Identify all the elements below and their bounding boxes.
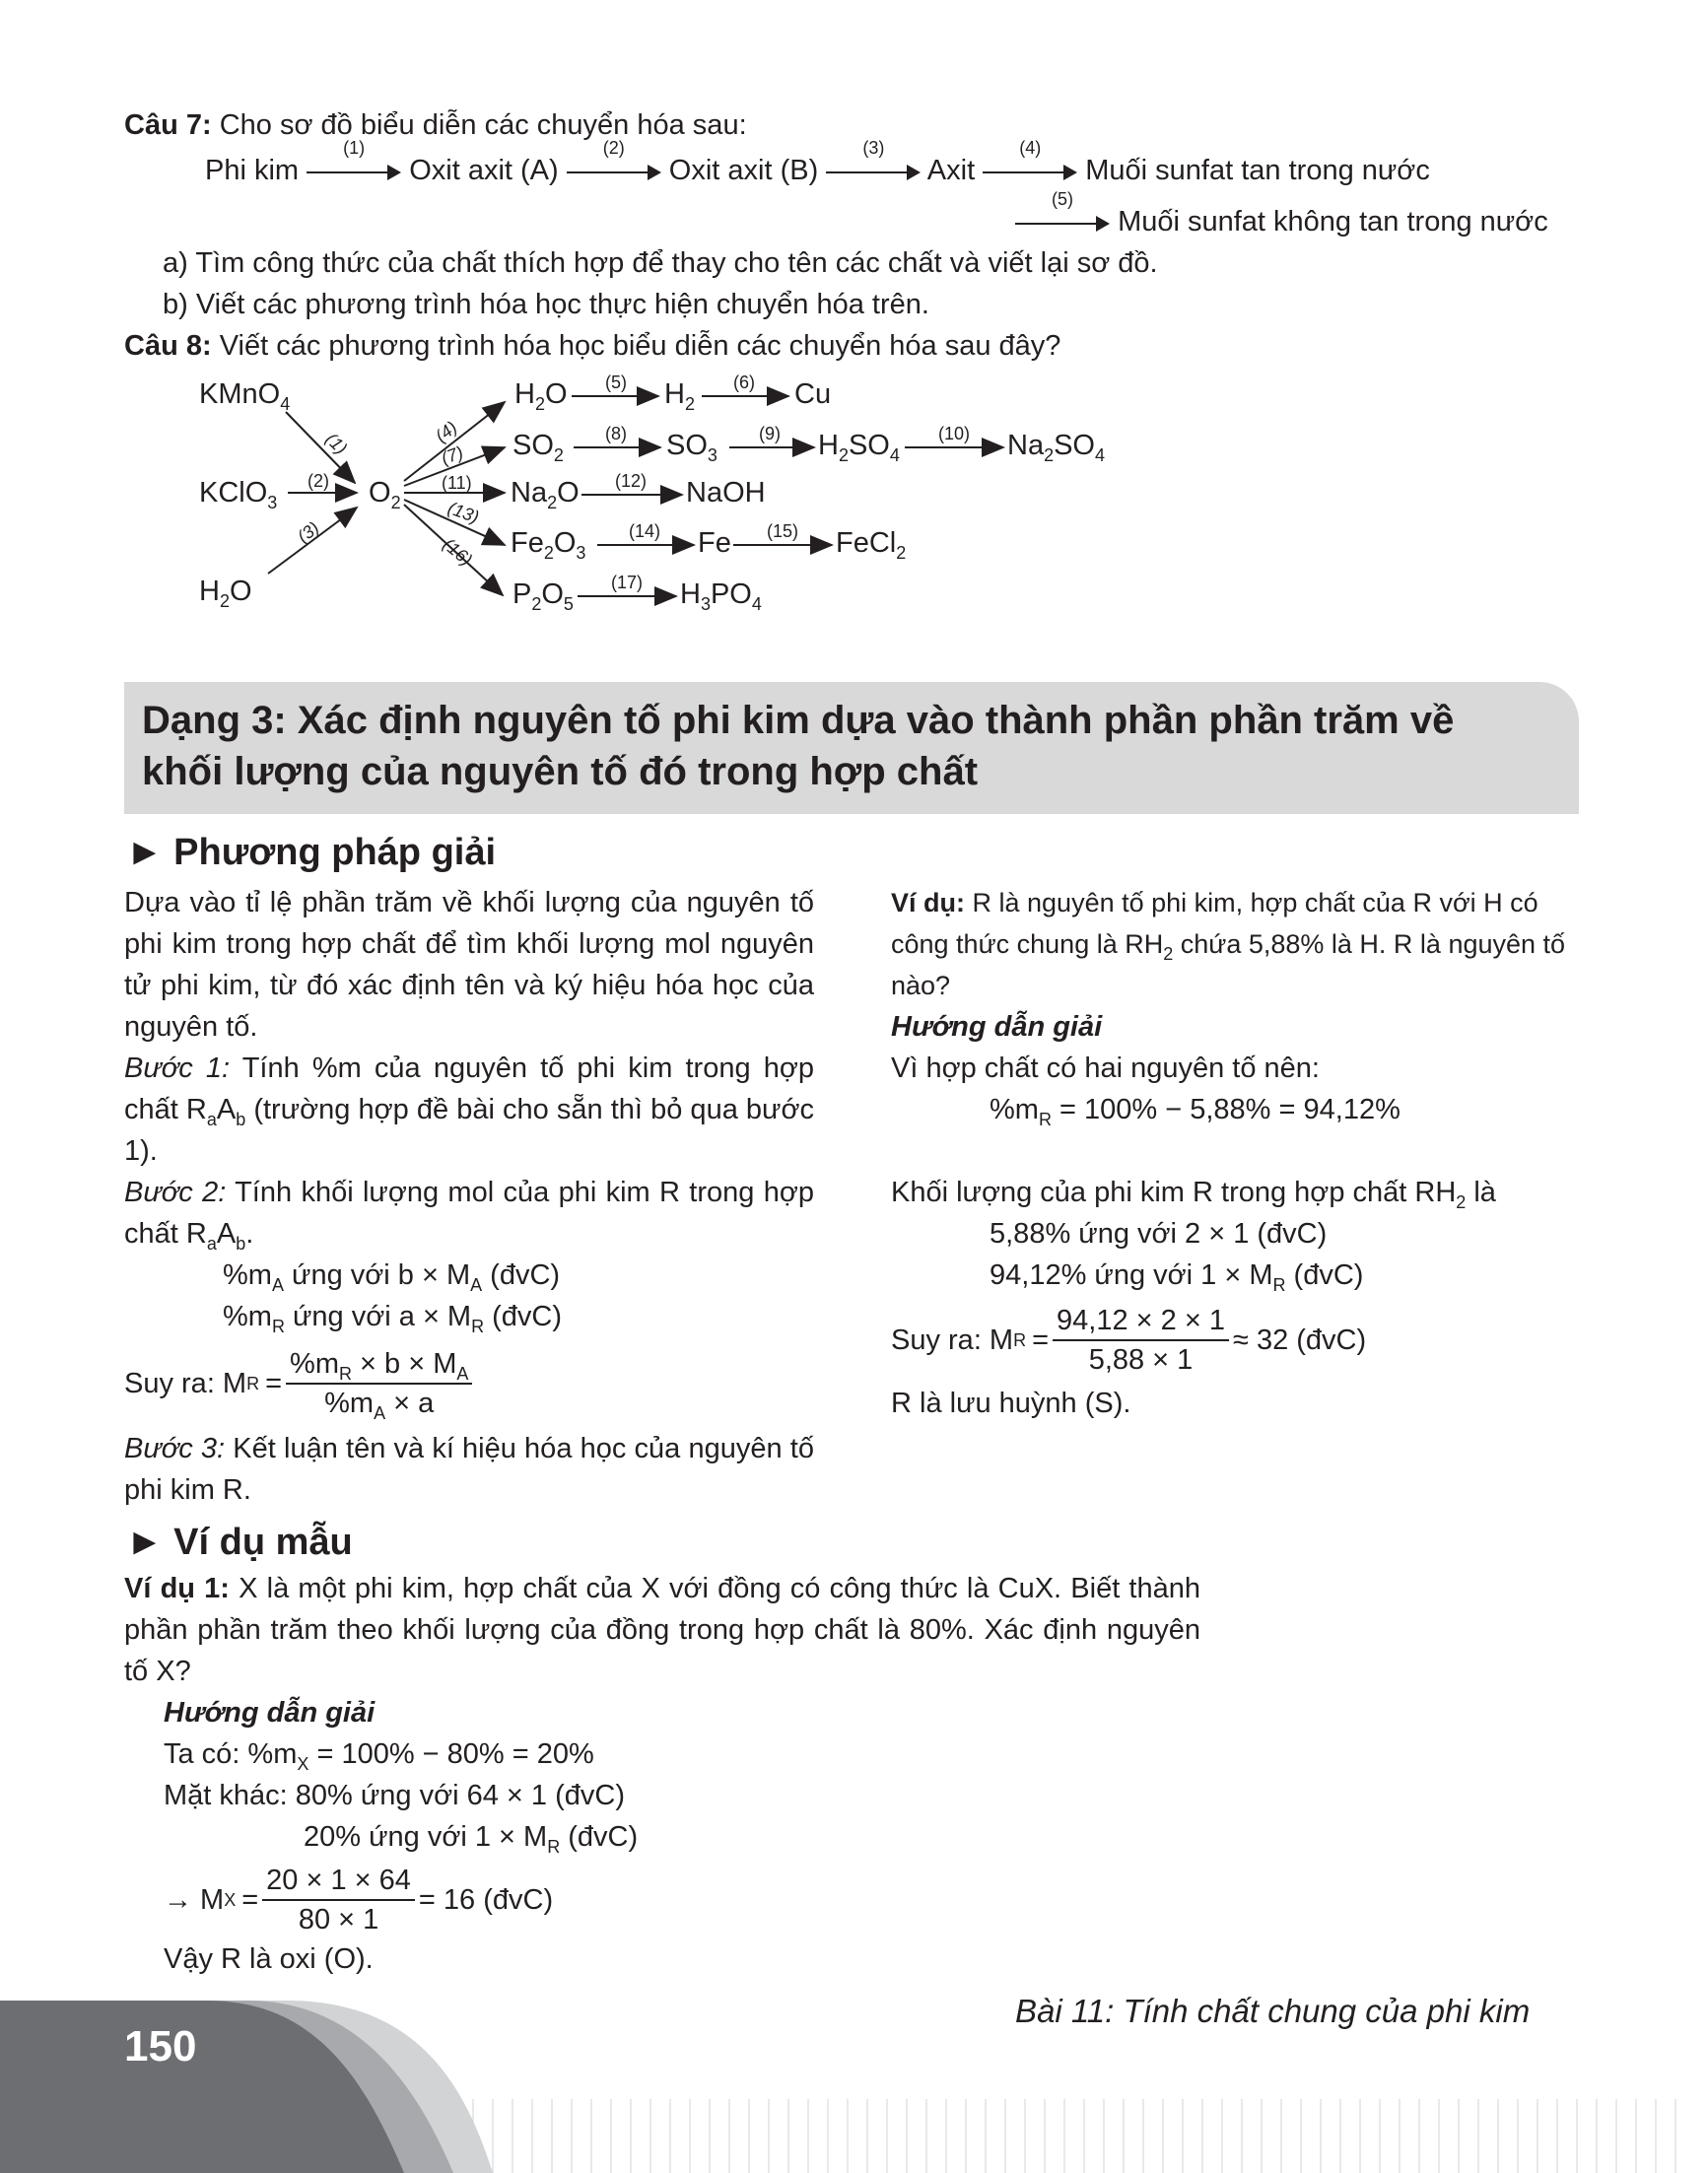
question-7-part-a: a) Tìm công thức của chất thích hợp để thay cho tên các chất và viết lại sơ đồ. [163,247,1158,279]
species-fecl2 [836,527,907,563]
formula-text: × a [385,1388,435,1419]
chain-arrow-label: (1) [343,138,366,159]
formula-text: = 100% − 5,88% = 94,12% [1051,1094,1401,1125]
step-label: Bước 3: [124,1433,226,1464]
formula-text: PO [710,578,752,610]
arrow-label-2: (2) [307,471,329,491]
formula-sub: R [547,1837,561,1857]
formula-text: Fe [511,527,544,559]
formula-text: O [541,578,564,610]
formula-sub: R [1038,1110,1052,1129]
formula-sub: A [456,1364,469,1384]
arrow-label-6: (6) [733,373,755,392]
species-so3 [666,430,717,465]
formula-sub: 2 [553,445,564,465]
chain-node-muoi-khong-tan: Muối sunfat không tan trong nước [1118,206,1548,238]
formula-text: H [199,576,220,607]
formula-sub: R [471,1317,485,1336]
page-number: 150 [124,2022,197,2071]
arrow-label-13: (13) [444,498,482,527]
arrow-label-12: (12) [615,471,648,491]
method-column [124,882,814,1511]
arrow-label-8: (8) [605,424,627,443]
fraction-denominator: 5,88 × 1 [1088,1344,1194,1376]
formula-text: Suy ra: M [124,1368,247,1399]
chain-arrow-label: (4) [1019,138,1042,159]
formula-text: Na [1007,430,1045,461]
arrow-label-15: (15) [767,521,799,541]
formula-sub: a [206,1234,217,1254]
formula-sub: b [236,1110,246,1129]
species-h2o [514,378,568,414]
example-text: chứa 5,88% là H. R là nguyên tố nào? [891,929,1566,1000]
step-label: Bước 1: [124,1053,231,1084]
formula-sub: 2 [1044,445,1055,465]
formula-sub: b [236,1234,246,1254]
sample-line-2: Mặt khác: 80% ứng với 64 × 1 (đvC) [164,1780,625,1811]
example-conclusion: R là lưu huỳnh (S). [891,1388,1131,1419]
question-7-label: Câu 7: [124,109,212,141]
formula-sub: 2 [838,445,849,465]
formula-sub: 4 [889,445,900,465]
species-h2o-left [199,576,252,611]
equals-sign: = [1032,1324,1050,1356]
chain-arrow-label: (3) [862,138,885,159]
sample-line-1 [164,1733,854,1775]
formula-sub: A [470,1275,483,1295]
formula-text: là [1466,1177,1496,1208]
formula-text: Na [511,477,548,509]
formula-text: %m [324,1388,375,1419]
formula-text: Ta có: %m [164,1738,298,1770]
formula-text: FeCl [836,527,897,559]
species-fe2o3 [511,527,586,563]
formula-sub: A [271,1275,284,1295]
formula-sub: 2 [547,493,558,512]
formula-sub: 2 [1456,1192,1467,1212]
species-h2 [664,378,695,414]
formula-text: 20% ứng với 1 × M [304,1821,548,1853]
example-line-5 [891,1255,1571,1296]
formula-sub: 2 [531,594,542,614]
formula-text: Suy ra: M [891,1324,1014,1356]
example-column [891,882,1571,1424]
fraction-denominator [320,1385,438,1422]
formula-text: Khối lượng của phi kim R trong hợp chất RH [891,1177,1457,1208]
section-banner [124,682,1579,814]
step-text: Tính %m của nguyên tố phi kim trong hợp chất R [124,1053,814,1125]
step-text: . [245,1218,254,1250]
sample-statement [124,1568,1200,1692]
formula-text: %m [223,1301,272,1332]
fraction-numerator [286,1345,472,1385]
formula-text: O [557,477,580,509]
example-line-2 [891,1089,1571,1130]
formula-sub: 2 [896,543,907,563]
sample-solution [164,1692,854,1980]
arrow-label-10: (10) [938,424,971,443]
arrow-label-9: (9) [759,424,781,443]
formula-text: H [680,578,701,610]
formula-text: = 16 (đvC) [418,1884,554,1916]
formula-text: A [216,1218,237,1250]
example-line-1: Vì hợp chất có hai nguyên tố nên: [891,1053,1320,1084]
formula-sub: R [338,1364,352,1384]
method-intro: Dựa vào tỉ lệ phần trăm về khối lượng của nguyên tố phi kim trong hợp chất để tìm khối lượng mol nguyên tử phi kim, từ đó xác định tên và ký hiệu hóa học của nguyên tố. [124,887,814,1043]
species-p2o5 [512,578,574,614]
lesson-title: Bài 11: Tính chất chung của phi kim [1015,1993,1531,2029]
formula-sub: 4 [1095,445,1106,465]
species-h3po4 [680,578,762,614]
formula-sub: X [297,1754,309,1774]
formula-sub: 3 [267,493,278,512]
formula-text: ứng với b × M [283,1259,471,1291]
formula-text: KMnO [199,378,281,410]
fraction-numerator: 20 × 1 × 64 [262,1862,415,1901]
formula-sub: 4 [280,394,291,414]
formula-text: SO [666,430,708,461]
arrow-label-5: (5) [605,373,627,392]
formula-text: %m [290,1348,339,1380]
formula-text: → M [164,1884,225,1916]
formula-sub: a [206,1110,217,1129]
method-line-mr [124,1296,814,1337]
formula-text: (đvC) [560,1821,639,1853]
fraction-numerator: 94,12 × 2 × 1 [1053,1302,1229,1341]
species-o2 [369,477,401,512]
species-na2so4 [1007,430,1106,465]
sample-label: Ví dụ 1: [124,1573,230,1604]
formula-text: (đvC) [484,1301,563,1332]
formula-text: KClO [199,477,268,509]
formula-sub: 3 [576,543,586,563]
formula-text: (đvC) [482,1259,561,1291]
example-text: R là nguyên tố phi kim, hợp chất của R với H có công thức chung là RH [891,888,1538,959]
example-line-4: 5,88% ứng với 2 × 1 (đvC) [990,1218,1328,1250]
sample-text: X là một phi kim, hợp chất của X với đồng có công thức là CuX. Biết thành phần phần trăm theo khối lượng của đồng trong hợp chất là 80%. Xác định nguyên tố X? [124,1573,1200,1687]
arrow-label-1: (1) [321,429,352,458]
formula-sub: 3 [700,594,711,614]
method-fraction [286,1345,472,1422]
formula-text: %m [990,1094,1039,1125]
formula-text: SO [512,430,554,461]
question-8-text: Viết các phương trình hóa học biểu diễn các chuyển hóa sau đây? [211,330,1061,362]
formula-text: ứng với a × M [284,1301,472,1332]
step-text: (trường hợp đề bài cho sẵn thì bỏ qua bước 1). [124,1094,814,1167]
formula-text: A [216,1094,237,1125]
formula-sub: R [1272,1275,1286,1295]
chain-arrow-label: (2) [602,138,625,159]
step-text: Tính khối lượng mol của phi kim R trong hợp chất R [124,1177,815,1250]
formula-text: × b × M [351,1348,457,1380]
equals-sign: = [241,1884,259,1916]
method-step-2 [124,1172,814,1255]
step-label: Bước 2: [124,1177,227,1208]
chain-node-phi-kim: Phi kim [205,155,300,186]
species-h2so4 [818,430,900,465]
method-heading: ► Phương pháp giải [126,832,497,873]
arrow-label-14: (14) [629,521,661,541]
formula-text: %m [223,1259,272,1291]
formula-sub: A [374,1403,386,1423]
example-guide-heading: Hướng dẫn giải [891,1011,1103,1043]
formula-text: = 100% − 80% = 20% [308,1738,594,1770]
question-8-label: Câu 8: [124,330,212,362]
formula-text: O [553,527,577,559]
formula-sub: 2 [1163,944,1174,964]
chain-node-axit: Axit [926,155,976,186]
species-so2 [512,430,564,465]
question-7-part-b: b) Viết các phương trình hóa học thực hiện chuyển hóa trên. [163,289,929,320]
method-step-3 [124,1428,814,1511]
species-naoh: NaOH [686,477,766,509]
chain-node-oxit-b: Oxit axit (B) [668,155,819,186]
sample-block [124,1568,1200,1692]
fraction-denominator: 80 × 1 [298,1904,379,1935]
example-label: Ví dụ: [891,888,965,917]
example-line-3 [891,1172,1571,1213]
formula-text: SO [1054,430,1095,461]
arrow-label-4: (4) [431,417,461,446]
arrow-label-11: (11) [442,473,472,493]
formula-sub: 2 [390,493,401,512]
formula-text: H [664,378,685,410]
formula-text: O [229,576,252,607]
example-fraction [1053,1302,1229,1379]
chain-arrow-label: (5) [1052,189,1073,210]
sample-formula: → M X = $\frac{20 \times 1 \times 64}{80 \times 1}$ = 16 (đvC) [164,1862,854,1938]
arrow-label-7: (7) [439,441,466,469]
step-text: Kết luận tên và kí hiệu hóa học của nguyên tố phi kim R. [124,1433,814,1506]
formula-text: O [544,378,568,410]
formula-text: H [514,378,535,410]
species-fe: Fe [698,527,731,559]
sample-line-3 [164,1816,854,1858]
formula-text: 94,12% ứng với 1 × M [990,1259,1273,1291]
sample-guide-heading: Hướng dẫn giải [164,1697,376,1729]
formula-sub: 2 [219,591,230,611]
formula-sub: 2 [684,394,695,414]
species-kmno4 [199,378,291,414]
formula-text: SO [848,430,890,461]
formula-text: O [369,477,391,509]
arrow-label-3: (3) [293,517,323,547]
species-cu: Cu [794,378,832,410]
formula-sub: 2 [543,543,554,563]
example-formula: Suy ra: M R = $\frac{94,12 \times 2 \times 1}{5,88 \times 1}$ ≈ 32 (đvC) [891,1302,1571,1379]
species-na2o [511,477,580,512]
formula-text: ≈ 32 (đvC) [1232,1324,1367,1356]
formula-sub: 4 [751,594,762,614]
example-statement [891,882,1571,1006]
formula-sub: 2 [534,394,545,414]
formula-text: (đvC) [1285,1259,1364,1291]
arrow-label-17: (17) [611,573,644,592]
method-step-1 [124,1048,814,1172]
section-title-line-1: Dạng 3: Xác định nguyên tố phi kim dựa vào thành phần phần trăm về [142,699,1455,742]
sample-conclusion: Vậy R là oxi (O). [164,1943,374,1975]
arrow-4 [404,402,505,481]
chain-node-muoi-tan: Muối sunfat tan trong nước [1085,155,1430,186]
method-formula: Suy ra: M R = $\frac{\%m_R \times b \times M_A}{\%m_A \times a}$ [124,1345,814,1422]
method-line-ma [124,1255,814,1296]
species-kclo3 [199,477,278,512]
sample-fraction [262,1862,415,1938]
formula-text: H [818,430,839,461]
chain-node-oxit-a: Oxit axit (A) [409,155,559,186]
equals-sign: = [265,1368,283,1399]
formula-sub: R [271,1317,285,1336]
question-7-text: Cho sơ đồ biểu diễn các chuyển hóa sau: [211,109,747,141]
formula-sub: 3 [707,445,717,465]
arrow-label-16: (16) [439,534,477,571]
sample-heading: ► Ví dụ mẫu [126,1522,353,1563]
formula-text: P [512,578,532,610]
formula-sub: 5 [563,594,574,614]
section-title-line-2: khối lượng của nguyên tố đó trong hợp chất [142,750,979,793]
